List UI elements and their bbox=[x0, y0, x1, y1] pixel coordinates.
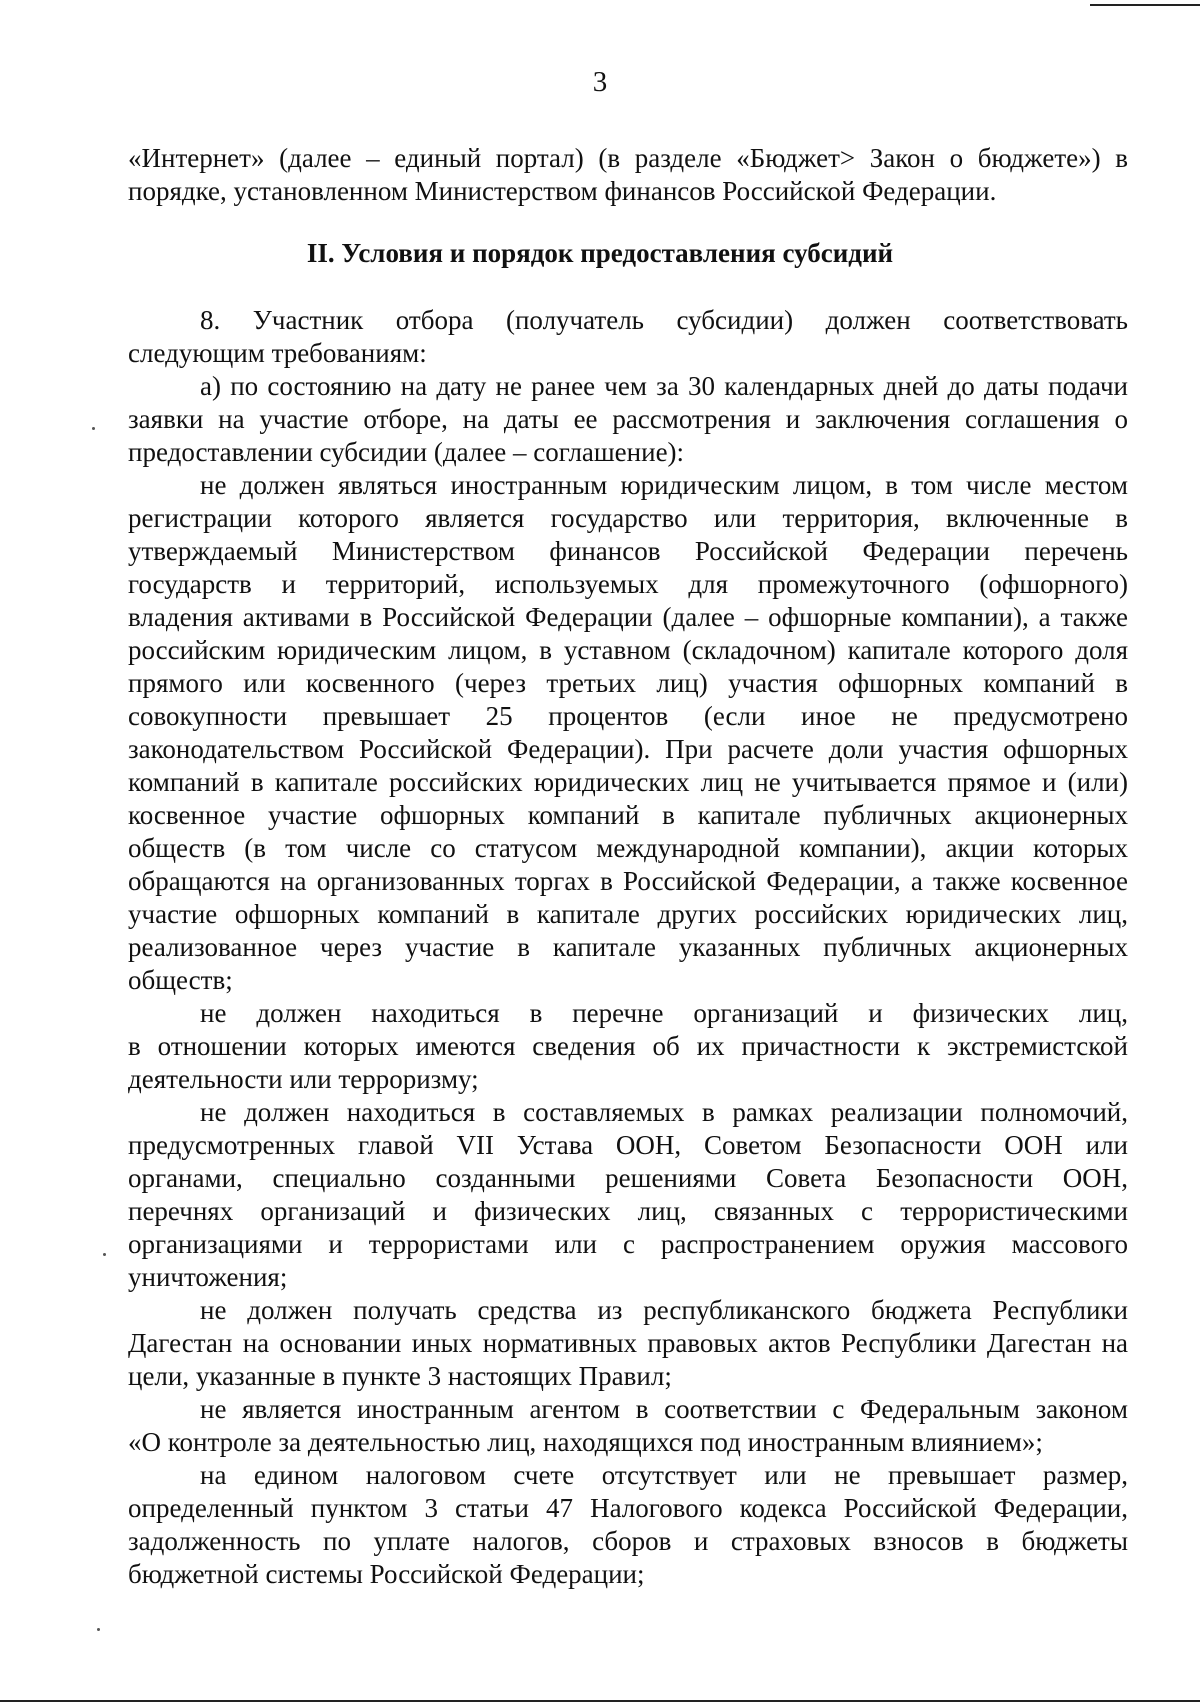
text-line: компаний в капитале российских юридических лиц не учитывается прямое и (или) bbox=[128, 767, 1128, 797]
text-line: в отношении которых имеются сведения об их причастности к экстремистской bbox=[128, 1031, 1128, 1061]
text-line: не должен являться иностранным юридическим лицом, в том числе местом bbox=[200, 470, 1128, 500]
text-line: не должен находиться в перечне организаций и физических лиц, bbox=[200, 998, 1128, 1028]
text-line: обществ (в том числе со статусом международной компании), акции которых bbox=[128, 833, 1128, 863]
text-line: утверждаемый Министерством финансов Российской Федерации перечень bbox=[128, 536, 1128, 566]
text-line: заявки на участие отборе, на даты ее рассмотрения и заключения соглашения о bbox=[128, 404, 1128, 434]
text-line: не является иностранным агентом в соответствии с Федеральным законом bbox=[200, 1394, 1128, 1424]
scan-speck bbox=[103, 1253, 106, 1256]
text-line: Дагестан на основании иных нормативных правовых актов Республики Дагестан на bbox=[128, 1328, 1128, 1358]
text-line: предусмотренных главой VII Устава ООН, Советом Безопасности ООН или bbox=[128, 1130, 1128, 1160]
text-line: «Интернет» (далее – единый портал) (в разделе «Бюджет> Закон о бюджете») в bbox=[128, 143, 1128, 173]
page-number: 3 bbox=[592, 66, 608, 98]
text-line: следующим требованиям: bbox=[128, 338, 427, 368]
scan-edge-line bbox=[0, 1700, 1200, 1702]
scan-speck bbox=[92, 427, 95, 430]
text-line: прямого или косвенного (через третьих лиц) участия офшорных компаний в bbox=[128, 668, 1128, 698]
text-line: обществ; bbox=[128, 965, 233, 995]
text-line: реализованное через участие в капитале указанных публичных акционерных bbox=[128, 932, 1128, 962]
text-line: органами, специально созданными решениями Совета Безопасности ООН, bbox=[128, 1163, 1128, 1193]
text-line: 8. Участник отбора (получатель субсидии) должен соответствовать bbox=[200, 305, 1128, 335]
text-line: порядке, установленном Министерством финансов Российской Федерации. bbox=[128, 176, 997, 206]
text-line: цели, указанные в пункте 3 настоящих Правил; bbox=[128, 1361, 672, 1391]
text-line: косвенное участие офшорных компаний в капитале публичных акционерных bbox=[128, 800, 1128, 830]
section-heading: II. Условия и порядок предоставления субсидий bbox=[306, 238, 894, 268]
text-line: законодательством Российской Федерации). При расчете доли участия офшорных bbox=[128, 734, 1128, 764]
text-line: на едином налоговом счете отсутствует или не превышает размер, bbox=[200, 1460, 1128, 1490]
text-line: бюджетной системы Российской Федерации; bbox=[128, 1559, 645, 1589]
scan-speck bbox=[97, 1628, 100, 1631]
text-line: уничтожения; bbox=[128, 1262, 288, 1292]
text-line: перечнях организаций и физических лиц, связанных с террористическими bbox=[128, 1196, 1128, 1226]
intro-paragraph bbox=[128, 142, 1128, 208]
text-line: участие офшорных компаний в капитале других российских юридических лиц, bbox=[128, 899, 1128, 929]
text-line: «О контроле за деятельностью лиц, находящихся под иностранным влиянием»; bbox=[128, 1427, 1043, 1457]
text-line: задолженность по уплате налогов, сборов и страховых взносов в бюджеты bbox=[128, 1526, 1128, 1556]
text-line: российским юридическим лицом, в уставном (складочном) капитале которого доля bbox=[128, 635, 1128, 665]
scan-edge-line bbox=[1090, 4, 1200, 6]
text-line: государств и территорий, используемых для промежуточного (офшорного) bbox=[128, 569, 1128, 599]
text-line: предоставлении субсидии (далее – соглашение): bbox=[128, 437, 685, 467]
body-text bbox=[128, 304, 1128, 1591]
text-line: а) по состоянию на дату не ранее чем за 30 календарных дней до даты подачи bbox=[200, 371, 1128, 401]
text-line: деятельности или терроризму; bbox=[128, 1064, 479, 1094]
text-line: владения активами в Российской Федерации (далее – офшорные компании), а также bbox=[128, 602, 1128, 632]
text-line: регистрации которого является государство или территория, включенные в bbox=[128, 503, 1128, 533]
text-line: не должен находиться в составляемых в рамках реализации полномочий, bbox=[200, 1097, 1128, 1127]
text-line: определенный пунктом 3 статьи 47 Налогового кодекса Российской Федерации, bbox=[128, 1493, 1128, 1523]
text-line: не должен получать средства из республиканского бюджета Республики bbox=[200, 1295, 1128, 1325]
text-line: организациями и террористами или с распространением оружия массового bbox=[128, 1229, 1128, 1259]
text-line: обращаются на организованных торгах в Российской Федерации, а также косвенное bbox=[128, 866, 1128, 896]
text-line: совокупности превышает 25 процентов (если иное не предусмотрено bbox=[128, 701, 1128, 731]
